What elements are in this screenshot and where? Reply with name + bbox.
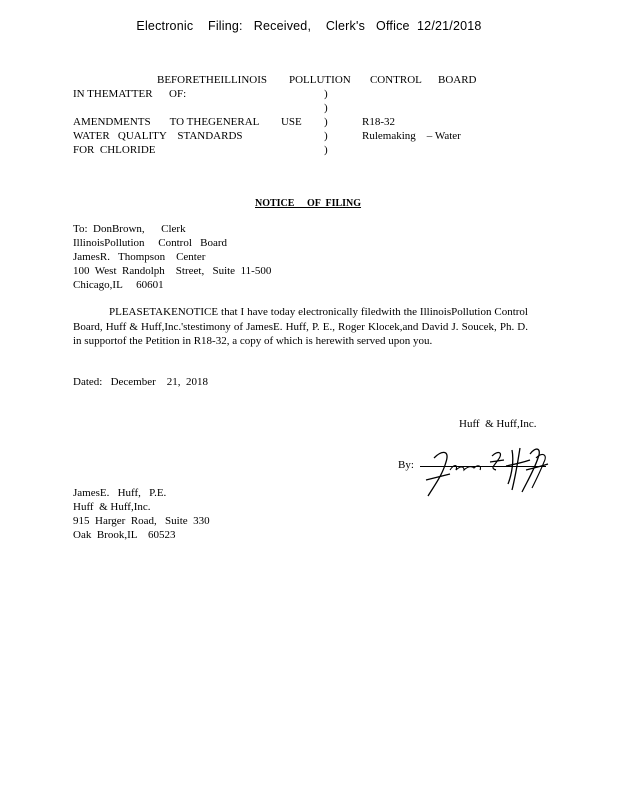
caption-line-5: FOR CHLORIDE — [73, 144, 156, 156]
handwritten-signature — [420, 440, 555, 500]
docket-type: Rulemaking – Water — [362, 130, 461, 142]
sender-address-line: Oak Brook,IL 60523 — [73, 529, 176, 541]
caption-paren: ) — [324, 88, 328, 100]
dated-line: Dated: December 21, 2018 — [73, 376, 209, 388]
firm-signature-name: Huff & Huff,Inc. — [459, 418, 537, 430]
docket-number: R18-32 — [362, 116, 395, 128]
caption-paren: ) — [324, 102, 328, 114]
caption-paren: ) — [324, 130, 328, 142]
notice-of-filing-title: NOTICE OF FILING — [255, 198, 362, 209]
caption-paren: ) — [324, 144, 328, 156]
address-to-line: IllinoisPollution Control Board — [73, 237, 228, 249]
caption-line-4: WATER QUALITY STANDARDS — [73, 130, 243, 142]
board-heading: BEFORETHEILLINOIS POLLUTION CONTROL BOARD — [157, 74, 477, 86]
sender-address-line: 915 Harger Road, Suite 330 — [73, 515, 210, 527]
address-to-line: 100 West Randolph Street, Suite 11-500 — [73, 265, 272, 277]
address-to-line: Chicago,IL 60601 — [73, 279, 164, 291]
caption-line-1: IN THEMATTER OF: — [73, 88, 187, 100]
address-to-line: To: DonBrown, Clerk — [73, 223, 186, 235]
electronic-filing-stamp: Electronic Filing: Received, Clerk's Office 12/21/2018 — [136, 19, 482, 33]
caption-paren: ) — [324, 116, 328, 128]
notice-body-paragraph: PLEASETAKENOTICE that I have today electronically filedwith the IllinoisPollution Control Board, Huff & Huff,Inc.'stestimony of JamesE. Huff, P. E., Roger Klocek,and David J. Soucek, Ph. D. in supportof the Petition in R18-32, a copy of which is herewith served upon you. — [73, 306, 528, 347]
sender-address-line: Huff & Huff,Inc. — [73, 501, 151, 513]
caption-line-3: AMENDMENTS TO THEGENERAL USE — [73, 116, 302, 128]
by-label: By: — [398, 459, 414, 471]
sender-address-line: JamesE. Huff, P.E. — [73, 487, 167, 499]
address-to-line: JamesR. Thompson Center — [73, 251, 206, 263]
